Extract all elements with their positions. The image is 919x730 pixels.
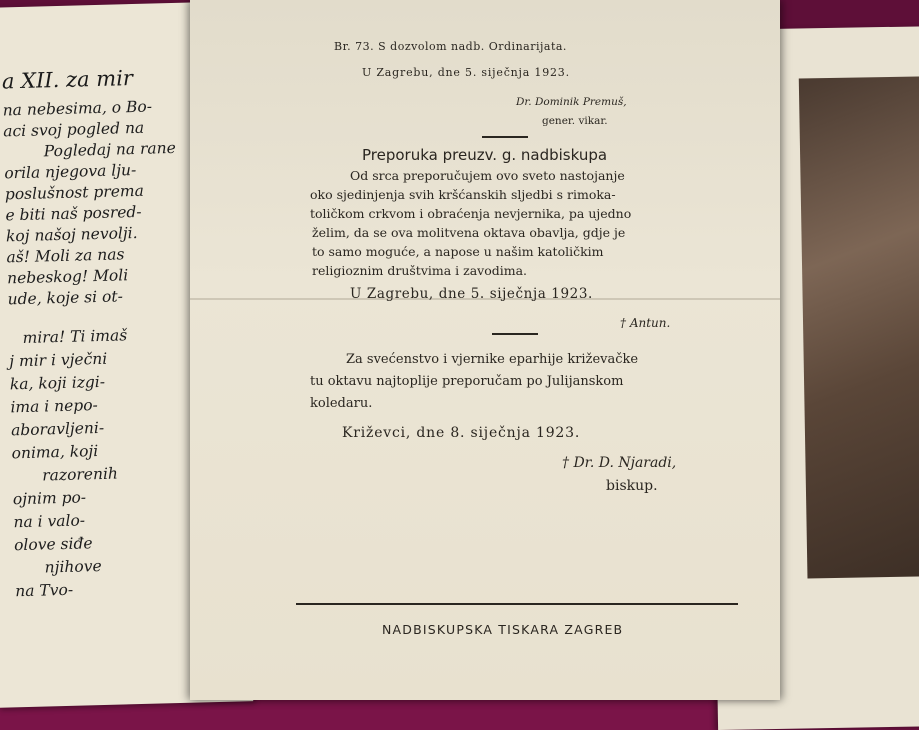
left-page-text-block [1,32,215,687]
left-text-line: olove siđe [13,534,93,555]
left-text-line: j mir i vječni [9,349,108,371]
left-text-line: Pogledaj na rane [43,138,177,161]
left-text-line: koj našoj nevolji. [5,223,138,246]
left-text-line: nebeskog! Moli [6,266,129,288]
main-document-page [190,0,780,700]
paragraph1-line: toličkom crkvom i obraćenja nevjernika, pa ujedno [310,206,632,221]
left-text-line: mira! Ti imaš [22,326,128,347]
signer-2: † Dr. D. Njaradi, [562,455,677,471]
left-text-line: poslušnost prema [4,181,145,204]
left-text-line: na Tvo- [15,580,74,601]
left-text-line: orila njegova lju- [4,160,137,183]
paragraph1-line: želim, da se ova molitvena oktava obavlja, gdje je [312,225,626,240]
left-text-line: aš! Moli za nas [6,245,125,267]
left-text-line: ude, koje si ot- [7,287,124,309]
section-heading: Preporuka preuzv. g. nadbiskupa [362,146,608,164]
left-text-line: ima i nepo- [10,396,99,417]
approval-place-date: U Zagrebu, dne 5. siječnja 1923. [362,66,570,79]
signer-1: † Antun. [620,316,671,330]
bottom-rule [296,603,738,605]
left-text-line: njihove [44,557,102,577]
paragraph1-line: Od srca preporučujem ovo sveto nastojanje [350,168,625,183]
paragraph1-line: to samo moguće, a napose u našim katoličkim [312,244,604,259]
signer-2-title: biskup. [606,478,658,494]
left-text-line: razorenih [42,464,119,485]
place-date-1: U Zagrebu, dne 5. siječnja 1923. [350,286,593,302]
paragraph1-line: religioznim društvima i zavodima. [312,263,528,278]
left-text-line: na i valo- [13,511,86,532]
paragraph2-line: koledaru. [310,396,373,411]
left-text-line: na nebesima, o Bo- [2,97,153,120]
divider [492,333,538,335]
left-text-line: ojnim po- [12,488,87,509]
left-text-line: aci svoj pogled na [3,118,145,141]
left-text-line: ka, koji izgi- [9,372,106,394]
left-text-line: onima, koji [11,442,99,463]
approval-line: Br. 73. S dozvolom nadb. Ordinarijata. [334,40,567,53]
left-text-line: aboravljeni- [10,418,105,440]
divider [482,136,528,138]
printer-imprint: NADBISKUPSKA TISKARA ZAGREB [382,622,624,637]
place-date-2: Križevci, dne 8. siječnja 1923. [342,425,581,441]
left-page-title: a XII. za mir [1,66,134,94]
left-text-line: e biti naš posred- [5,202,142,225]
holy-picture [799,76,919,578]
approval-signer-title: gener. vikar. [542,115,608,127]
approval-signer: Dr. Dominik Premuš, [516,96,627,108]
paragraph1-line: oko sjedinjenja svih kršćanskih sljedbi s rimoka- [310,187,616,202]
paragraph2-line: tu oktavu najtoplije preporučam po Julijanskom [310,374,624,389]
paragraph2-line: Za svećenstvo i vjernike eparhije križevačke [346,352,639,367]
